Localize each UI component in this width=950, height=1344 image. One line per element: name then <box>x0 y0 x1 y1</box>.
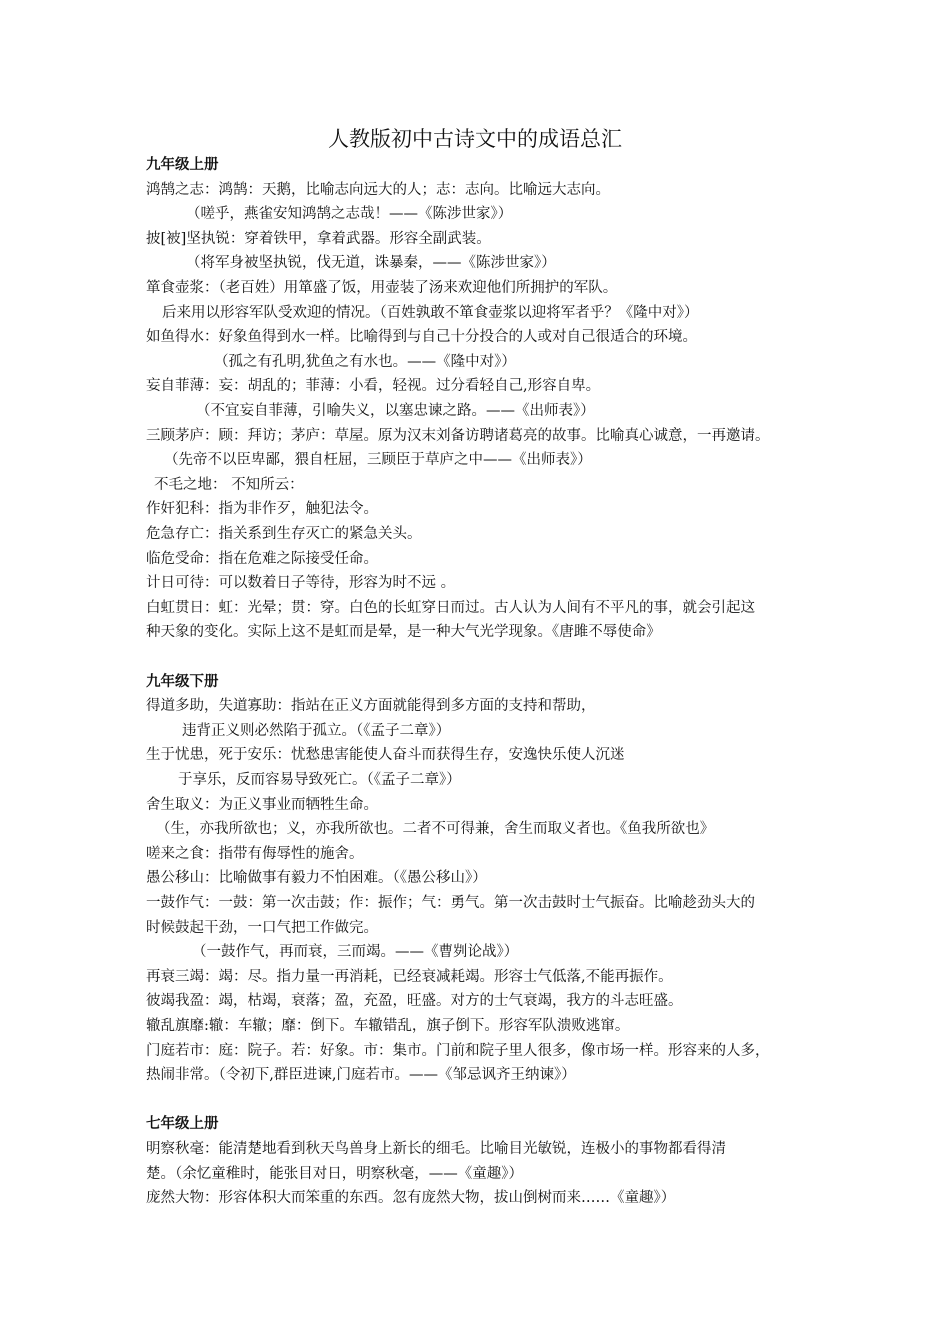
text-line: 于享乐，反而容易导致死亡。（《孟子二章》） <box>178 772 461 788</box>
text-line: 楚。（余忆童稚时，能张目对日，明察秋毫，——《童趣》） <box>146 1165 523 1182</box>
text-line: 愚公移山：比喻做事有毅力不怕困难。（《愚公移山》） <box>146 870 487 887</box>
text-line: 时候鼓起干劲，一口气把工作做完。 <box>146 919 378 936</box>
text-line: 鸿鹄之志：鸿鹄：天鹅，比喻志向远大的人；志：志向。比喻远大志向。 <box>146 181 610 198</box>
section-heading: 七年级上册 <box>146 1116 219 1133</box>
text-line: 违背正义则必然陷于孤立。（《孟子二章》） <box>182 722 451 739</box>
text-line: 妄自菲薄：妄：胡乱的；菲薄：小看，轻视。过分看轻自己,形容自卑。 <box>146 378 601 395</box>
text-line: （嗟乎，燕雀安知鸿鹄之志哉！——《陈涉世家》） <box>186 206 513 223</box>
page-title: 人教版初中古诗文中的成语总汇 <box>328 127 622 151</box>
text-line: 种天象的变化。实际上这不是虹而是晕，是一种大气光学现象。《唐雎不辱使命》 <box>146 624 661 641</box>
text-line: 披[被]坚执锐：穿着铁甲，拿着武器。形容全副武装。 <box>146 230 491 247</box>
text-line: 危急存亡：指关系到生存灭亡的紧急关头。 <box>146 526 422 542</box>
text-line: 箪食壶浆：（老百姓）用箪盛了饭，用壶装了汤来欢迎他们所拥护的军队。 <box>146 280 618 296</box>
text-line: （一鼓作气，再而衰，三而竭。——《曹刿论战》） <box>192 944 519 961</box>
text-line: 彼竭我盈：竭，枯竭，衰落；盈，充盈，旺盛。对方的士气衰竭，我方的斗志旺盛。 <box>146 993 683 1010</box>
text-line: 一鼓作气：一鼓：第一次击鼓；作：振作；气：勇气。第一次击鼓时士气振奋。比喻趁劲头大的 <box>146 895 755 911</box>
text-line: （生，亦我所欲也；义，亦我所欲也。二者不可得兼，舍生而取义者也。《鱼我所欲也》 <box>156 821 715 838</box>
text-line: 作奸犯科：指为非作歹，触犯法令。 <box>146 501 378 518</box>
text-line: 庞然大物：形容体积大而笨重的东西。忽有庞然大物，拔山倒树而来……《童趣》） <box>146 1190 676 1207</box>
text-line: 辙乱旗靡:辙：车辙；靡：倒下。车辙错乱，旗子倒下。形容军队溃败逃窜。 <box>146 1018 630 1034</box>
text-line: （不宜妄自菲薄，引喻失义，以塞忠谏之路。——《出师表》） <box>196 403 595 419</box>
section-heading: 九年级上册 <box>146 157 219 173</box>
text-line: 舍生取义：为正义事业而牺牲生命。 <box>146 796 378 813</box>
text-line: 白虹贯日：虹：光晕；贯：穿。白色的长虹穿日而过。古人认为人间有不平凡的事，就会引起这 <box>146 599 755 616</box>
text-line: 热闹非常。（令初下,群臣进谏,门庭若市。——《邹忌讽齐王纳谏》） <box>146 1067 576 1084</box>
section-heading: 九年级下册 <box>146 673 219 690</box>
text-line: 得道多助，失道寡助：指站在正义方面就能得到多方面的支持和帮助， <box>146 698 596 715</box>
text-line: 三顾茅庐：顾：拜访；茅庐：草屋。原为汉末刘备访聘诸葛亮的故事。比喻真心诚意，一再邀请。 <box>146 427 770 444</box>
text-line: 临危受命：指在危难之际接受任命。 <box>146 550 378 567</box>
text-line: 再衰三竭：竭：尽。指力量一再消耗，已经衰减耗竭。形容士气低落,不能再振作。 <box>146 968 673 985</box>
text-line: （先帝不以臣卑鄙，猥自枉屈，三顾臣于草庐之中——《出师表》） <box>164 452 592 469</box>
text-line: 如鱼得水：好象鱼得到水一样。比喻得到与自己十分投合的人或对自己很适合的环境。 <box>146 329 697 346</box>
text-line: 计日可待：可以数着日子等待，形容为时不远 。 <box>146 575 456 592</box>
text-line: 嗟来之食：指带有侮辱性的施舍。 <box>146 845 364 862</box>
text-line: （将军身被坚执锐，伐无道，诛暴秦，——《陈涉世家》） <box>186 255 556 272</box>
text-line: 生于忧患，死于安乐：忧愁患害能使人奋斗而获得生存，安逸快乐使人沉迷 <box>146 747 625 764</box>
text-line: 不毛之地： 不知所云： <box>154 476 304 493</box>
text-line: （孤之有孔明,犹鱼之有水也。——《隆中对》） <box>214 353 516 370</box>
text-line: 后来用以形容军队受欢迎的情况。（百姓孰敢不箪食壶浆以迎将军者乎？《隆中对》） <box>162 304 699 321</box>
text-line: 门庭若市：庭：院子。若：好象。市：集市。门前和院子里人很多，像市场一样。形容来的人多， <box>146 1042 770 1059</box>
text-line: 明察秋毫：能清楚地看到秋天鸟兽身上新长的细毛。比喻目光敏锐，连极小的事物都看得清 <box>146 1141 726 1157</box>
